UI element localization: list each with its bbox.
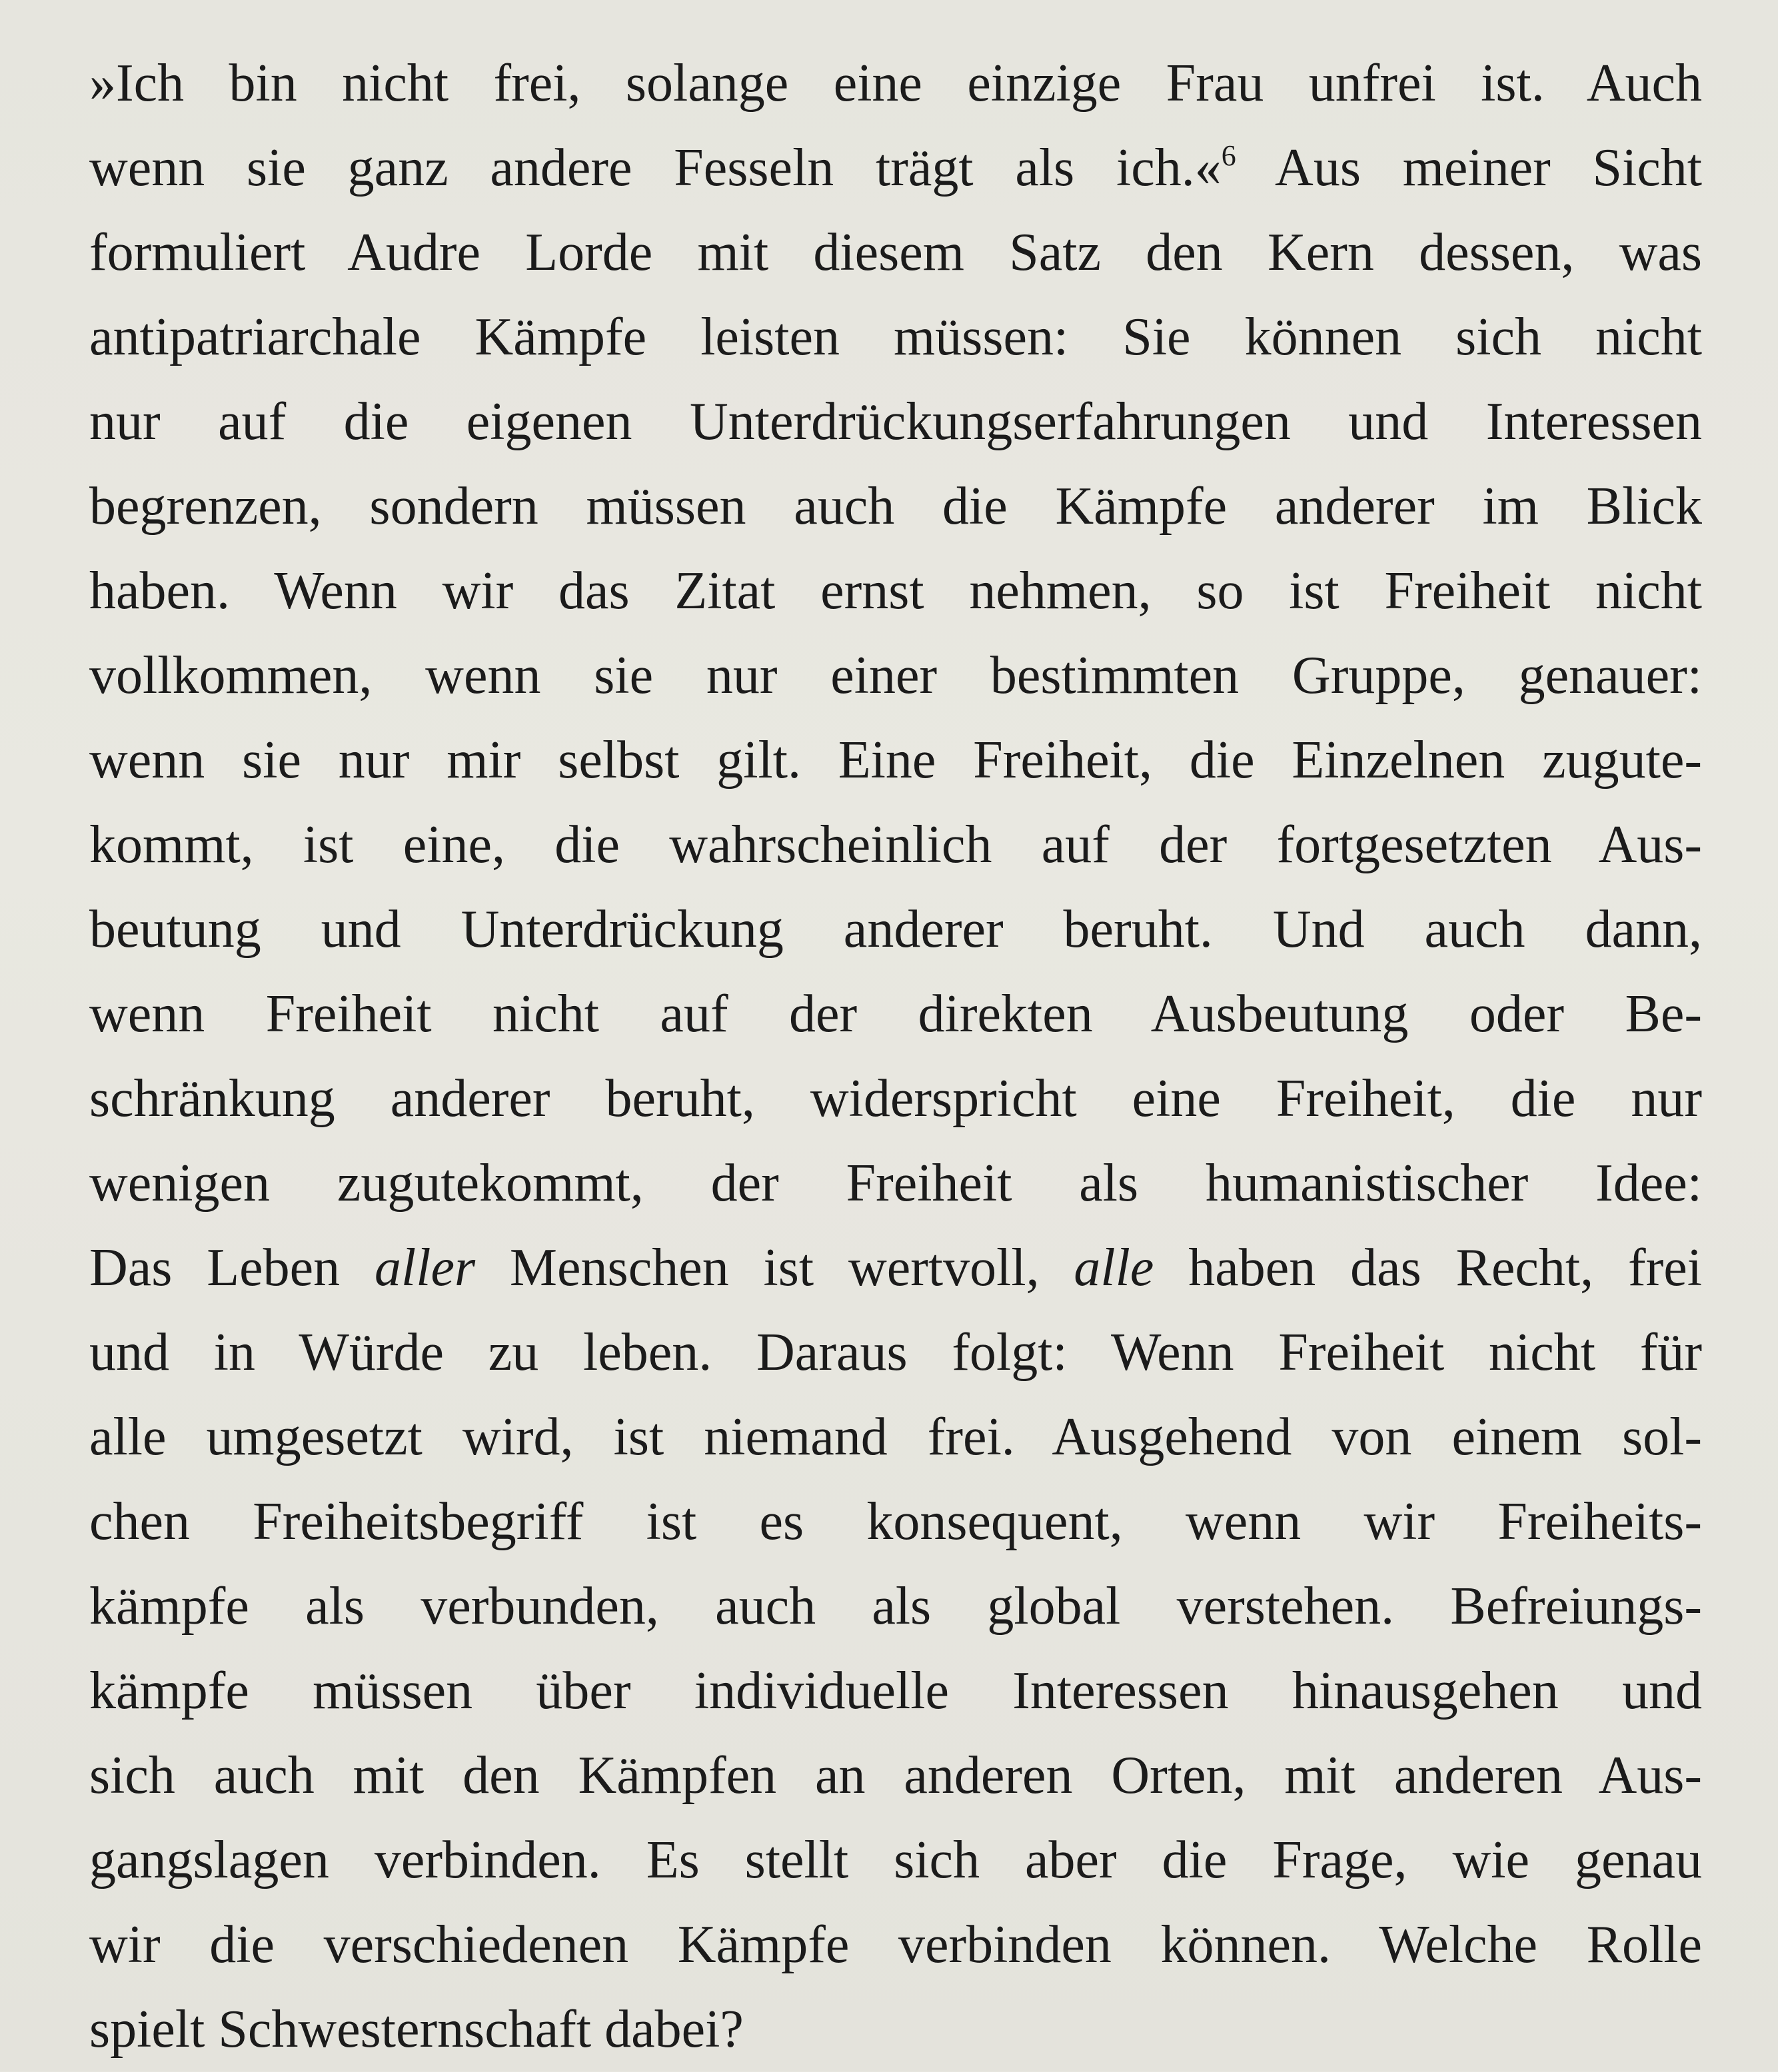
text-line: kämpfe als verbunden, auch als global verstehen. Befreiungs-	[89, 1577, 1702, 1636]
quote-end-segment: wenn sie ganz andere Fesseln trägt als ich.«	[89, 139, 1222, 197]
text-line: wir die verschiedenen Kämpfe verbinden können. Welche Rolle	[89, 1915, 1702, 1974]
text-line: wenn sie nur mir selbst gilt. Eine Freiheit, die Einzelnen zugute-	[89, 731, 1702, 789]
text-line: wenigen zugutekommt, der Freiheit als humanistischer Idee:	[89, 1154, 1702, 1213]
text-line: kämpfe müssen über individuelle Interessen hinausgehen und	[89, 1662, 1702, 1720]
text-line: antipatriarchale Kämpfe leisten müssen: Sie können sich nicht	[89, 308, 1702, 366]
text-line: nur auf die eigenen Unterdrückungserfahrungen und Interessen	[89, 392, 1702, 451]
paragraph	[89, 41, 1702, 2072]
italic-emphasis: alle	[1074, 1239, 1154, 1297]
text-line: schränkung anderer beruht, widerspricht eine Freiheit, die nur	[89, 1069, 1702, 1128]
footnote-marker: 6	[1221, 139, 1236, 172]
text-line: formuliert Audre Lorde mit diesem Satz den Kern dessen, was	[89, 223, 1702, 282]
text-segment: haben das Recht, frei	[1154, 1239, 1702, 1297]
text-line: beutung und Unterdrückung anderer beruht. Und auch dann,	[89, 900, 1702, 959]
text-line: haben. Wenn wir das Zitat ernst nehmen, so ist Freiheit nicht	[89, 562, 1702, 620]
text-line: sich auch mit den Kämpfen an anderen Orten, mit anderen Aus-	[89, 1746, 1702, 1805]
text-line: wenn Freiheit nicht auf der direkten Ausbeutung oder Be-	[89, 985, 1702, 1043]
text-line	[89, 126, 1702, 211]
text-segment: Aus meiner Sicht	[1236, 139, 1702, 197]
text-line: »Ich bin nicht frei, solange eine einzige Frau unfrei ist. Auch	[89, 54, 1702, 113]
text-line	[89, 1226, 1702, 1310]
text-line: chen Freiheitsbegriff ist es konsequent, wenn wir Freiheits-	[89, 1492, 1702, 1551]
text-segment: Menschen ist wertvoll,	[475, 1239, 1074, 1297]
text-line: spielt Schwesternschaft dabei?	[89, 2000, 744, 2059]
italic-emphasis: aller	[374, 1239, 476, 1297]
text-line: begrenzen, sondern müssen auch die Kämpfe anderer im Blick	[89, 477, 1702, 536]
text-line: alle umgesetzt wird, ist niemand frei. Ausgehend von einem sol-	[89, 1408, 1702, 1466]
text-line: und in Würde zu leben. Daraus folgt: Wenn Freiheit nicht für	[89, 1323, 1702, 1382]
text-line: kommt, ist eine, die wahrscheinlich auf der fortgesetzten Aus-	[89, 815, 1702, 874]
text-line: vollkommen, wenn sie nur einer bestimmten Gruppe, genauer:	[89, 646, 1702, 705]
text-segment: Das Leben	[89, 1239, 375, 1297]
text-line: gangslagen verbinden. Es stellt sich aber die Frage, wie genau	[89, 1831, 1702, 1889]
